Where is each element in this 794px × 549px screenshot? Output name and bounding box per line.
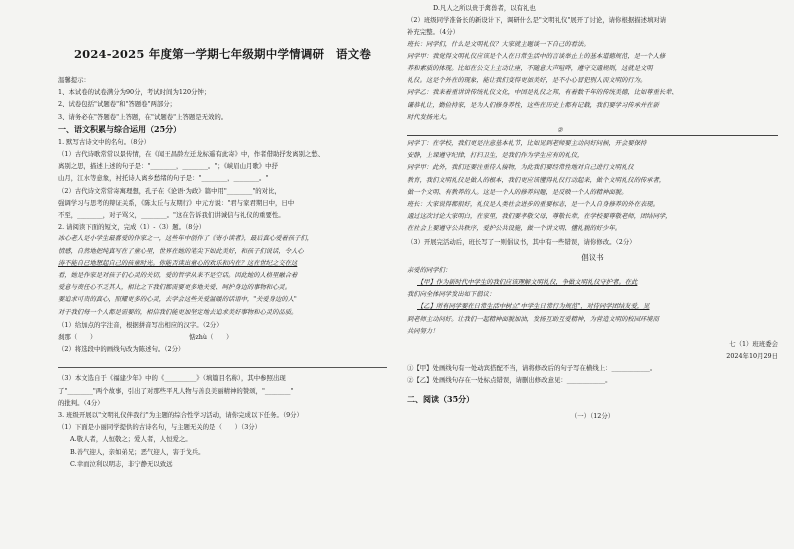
discussion-line: 在社会上要遵守公共秩序，爱护公共设施，做一个讲文明、懂礼貌的好少年。	[407, 225, 622, 233]
notice-line: 2、试卷包括"试题卷"和"答题卷"两部分；	[58, 100, 177, 109]
revision-question: ②【乙】处画线句存在一处标点错误，请删出修改意见：____________。	[407, 376, 612, 385]
question-line: （2）古代诗文常常寄寓理想，孔子在《论语·为政》篇中用"________"的对比，	[58, 186, 281, 195]
notice-line: 3、请务必在"答题卷"上答题，在"试题卷"上答题是无效的。	[58, 112, 228, 121]
discussion-line: 安静，上课遵守纪律，打扫卫生，是我们作为学生应有的礼仪，	[407, 152, 584, 160]
passage-line: 爱意与责任心不乏其人，相比之下我们都需要更多地关爱、呵护身边的事物和心灵。	[58, 284, 291, 292]
discussion-line: 时代发扬光大。	[407, 113, 452, 121]
question-line: 山月，江水等意象，衬托诗人离乡愁绪的句子是："________，________。"	[58, 174, 269, 183]
passage-line: 看，她是作家是对孩子们心灵的关切，爱的哲学从来不是空话。因此她的人格里融合着	[58, 272, 298, 280]
revision-questions	[407, 362, 778, 386]
sub-question: （3）开展完活动后，班长写了一则倡议书，其中有一些错误，请你修改。（2分）	[407, 237, 636, 246]
discussion-line: 同学甲：我觉得文明礼仪应该是个人在日常生活中的言谈举止上的基本道德规范，是一个人修	[407, 52, 666, 60]
discussion-line: 教育，我们文明礼仪是做人的根本，我们更应该懂得礼仪行动起来，做个文明礼仪的传承者，	[407, 176, 666, 184]
proposal-line-yi: 【乙】所有同学要在日常生活中树立"中学生日常行为规范"，对待同学团结友爱，见	[417, 303, 650, 311]
question-2-3	[58, 372, 387, 470]
discussion-line: 同学乙：我来着重讲讲传统礼仪文化，中国是礼仪之邦，有着数千年的传统美德，比如尊重长辈、	[407, 89, 678, 97]
question-line: 强调学习与思考的辩证关系，《陈太丘与友期行》中元方说："君与家君期日中，日中	[58, 198, 295, 207]
discussion-line: 同学丁：在学校，我们更是注意基本礼节，比如见到老师要主动问好问候，开会要保持	[407, 140, 647, 148]
discussion	[407, 39, 778, 236]
passage-line: 对于我们每一个人都是需要的，相信我们能更加坚定地去追求美好事物和心灵的品质。	[58, 308, 298, 316]
proposal-line: 我们向全体同学发出如下倡议：	[407, 291, 496, 299]
question-2-parts	[58, 319, 387, 356]
proposal-line: 到老师主动问好。让我们一起精神面貌加油，发扬互助互爱精神，为营造文明的校园环境而	[407, 315, 659, 323]
discussion-line: 做一个文明、有教养的人。这是一个人的修养问题，是反映一个人的精神面貌。	[407, 188, 628, 196]
question-head: 1. 默写古诗文中的名句。（8分）	[58, 137, 151, 146]
reading-passage	[58, 233, 387, 318]
proposal-para	[407, 301, 778, 313]
sub-question: 的批判。（4分）	[58, 398, 104, 407]
notice-line: 1、本试卷的试卷满分为90分，考试时间为120分钟；	[58, 88, 211, 97]
proposal-para	[407, 277, 778, 289]
option-c: C.幸而泣利以明志，非宁静无以致远	[70, 459, 173, 468]
notice-heading: 温馨提示：	[58, 76, 90, 84]
question-1	[58, 136, 387, 234]
sign-date: 2024年10月29日	[726, 352, 778, 361]
sign-org: 七（1）班班委会	[729, 340, 778, 349]
sub-question: （3）本文选自于《福建少年》中的《__________》（填篇目名称），其中参照出现	[58, 374, 286, 383]
sub-question: （1）给加点的字注音，根据拼音写出相应的汉字。（2分）	[58, 320, 223, 329]
revision-question: ①【甲】处画线句有一处动宾搭配不当，请将修改后的句子写在横线上：____________。	[407, 364, 657, 373]
option-d: D.凡人之所以贵于禽兽者，以有礼也	[433, 4, 536, 12]
proposal-signature	[407, 338, 778, 362]
option-a: A.敬人者，人恒敬之；爱人者，人恒爱之。	[70, 435, 192, 444]
proposal-title: 倡议书	[581, 252, 604, 262]
sub-section-heading: （一）（12分）	[570, 412, 615, 421]
sub-question: 了"________"两个故事，引出了对那些平凡人物与善良美丽精神的赞颂，"________"	[58, 386, 294, 395]
question-line: 补充完整。（4分）	[407, 28, 459, 37]
proposal-greeting: 亲爱的同学们：	[407, 266, 452, 274]
blank-line	[407, 124, 778, 136]
option-b: B.善气迎人，亲如弟兄；恶气迎人，害于戈兵。	[70, 447, 205, 456]
discussion-line: 养和素质的体现。比如在公交上主动让座，不随意大声喧哗，遵守交通规则，这就是文明	[407, 65, 653, 73]
question-line: （2）班级同学准备长的新设计下，调研什么是"文明礼仪"展开了讨论，请你根据描述填对请	[407, 16, 667, 25]
passage-line: 冰心老人是小学生最喜爱的作家之一，这些年中创作了《寄小读者》，最后真心爱着孩子们，	[58, 235, 314, 243]
sub-question: （2）将选段中的画线句改为陈述句。（2分）	[58, 345, 185, 354]
right-page	[397, 0, 794, 549]
notice	[58, 74, 387, 123]
question-line: 离别之思，描述上述的句子是："________，________。"；《峡眉山月歌》中抒	[58, 162, 278, 171]
proposal-line: 共同努力！	[407, 327, 439, 335]
discussion-line: 班长：同学们，什么是文明礼仪？大家就主题谈一下自己的看法。	[407, 40, 590, 48]
question-line: （1）古代诗歌常常以景传情，在《闻王昌龄左迁龙标遥有此寄》中，作者借助抒发离别之愁、	[58, 150, 325, 159]
discussion-line: 礼仪。这是个外在的现象，能让我们变得更加美好，是不小心冒犯别人而文明的行为。	[407, 77, 647, 85]
proposal-body	[407, 265, 778, 338]
exam-title: 2024-2025 年度第一学期七年级期中学情调研 语文卷	[73, 47, 372, 61]
section-heading: 二、阅读（35分）	[407, 394, 475, 405]
answer-line	[58, 357, 387, 368]
discussion-line: 通过这次讨论大家明白，在家里，我们要孝敬父母，尊敬长辈，在学校要尊敬老师，团结同学，	[407, 213, 672, 221]
discussion-line: 同学甲：此外，我们还要注重待人接物，为此我们要经常性地对自己进行文明礼仪	[407, 164, 634, 172]
right-question-block	[407, 2, 778, 39]
passage-line-underlined: 涛不能自已地想起自己的孩童时光。你能否读出童心的欢乐和内在？这在世纪之交在这	[58, 259, 298, 267]
discussion-line: 谦恭礼让，勤俭持家，是为人们修身养性，这些在历史上都有记载，我们要学习传承并在新	[407, 101, 659, 109]
passage-line: 情感，自然地把纯真写在了童心里，世界在她的笔尖下如此美好，和孩子们说话，令人心	[58, 247, 304, 255]
proposal-line-jia: 【甲】作为新时代中学生的我们应该理解文明礼仪，争做文明礼仪守护者。在此	[417, 279, 638, 287]
question-line: 不至，________，对子骂父，________。"这在告诉我们讲诚信与礼仪的重要性。	[58, 211, 285, 220]
question-head: 3. 班级开展以"文明礼仪伴我行"为主题的综合性学习活动，请你完成以下任务。（9分）	[58, 411, 303, 420]
section-heading: 一、语文积累与综合运用（25分）	[58, 123, 182, 134]
sub-question: （1）下面是小丽同学提供的古诗名句，与主题无关的是（ ）（3分）	[58, 423, 262, 432]
blank-number: ②	[557, 127, 563, 135]
question-head: 2. 请阅读下面的短文，完成（1）-（3）题。（8分）	[58, 223, 206, 232]
passage-line: 要追求可贵的真心，照耀更多的心灵，去学会这些关爱温暖的话语中，"关爱身边的人"	[58, 296, 297, 304]
sub-question-items: 刹那（ ） 惦zhù（ ）	[58, 333, 233, 342]
discussion-line: 班长：大家说得都很好，礼仪是人类社会进步的重要标志，是一个人自身修养的外在表现。	[407, 201, 659, 209]
